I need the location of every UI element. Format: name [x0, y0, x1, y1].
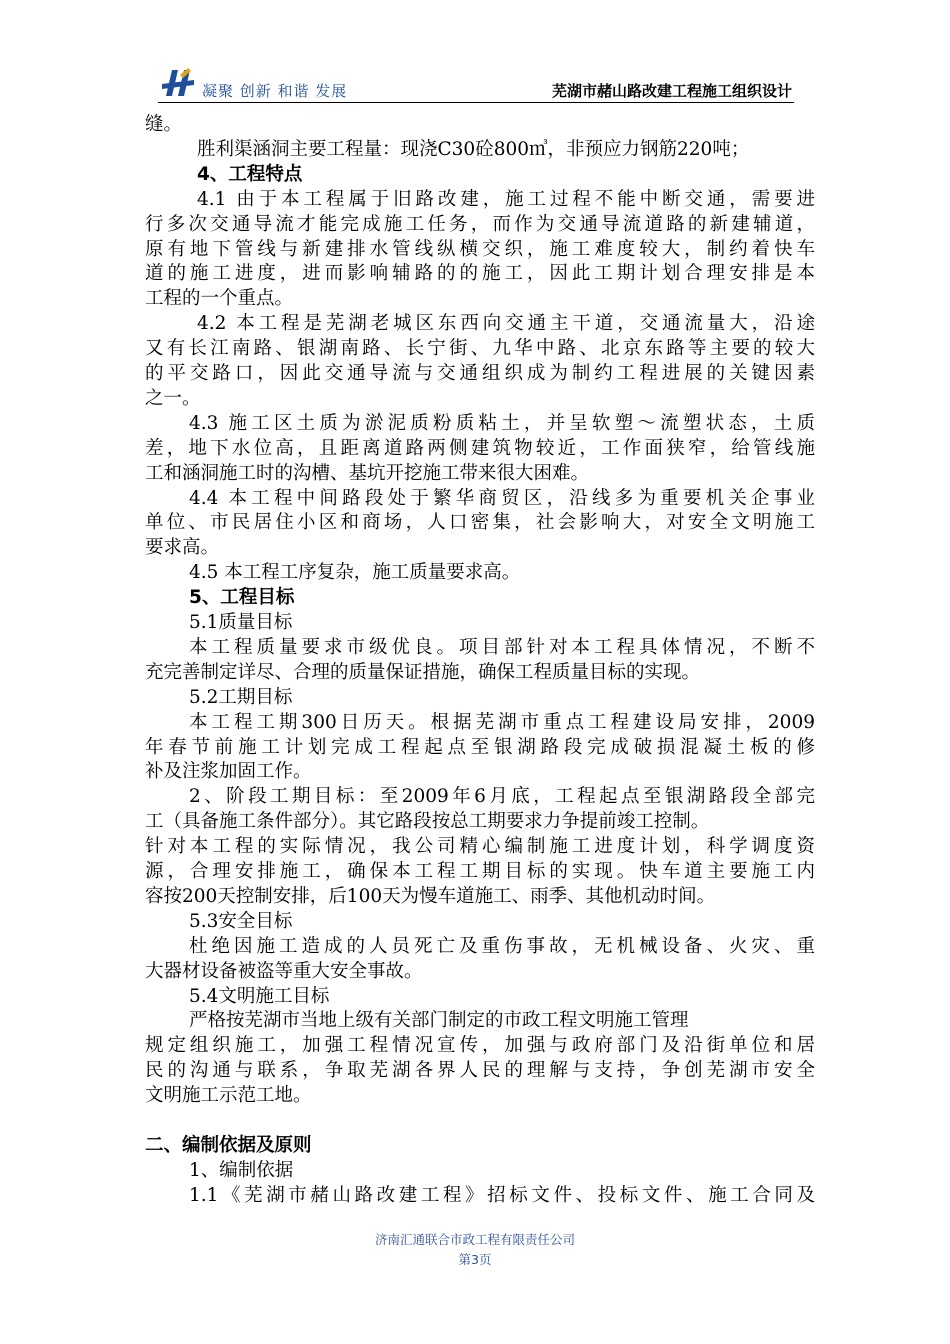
text-line: 的平交路口，因此交通导流与交通组织成为制约工程进展的关键因素 [145, 363, 815, 384]
section-heading: 二、编制依据及原则 [145, 1134, 312, 1156]
text-line: 缝。 [145, 114, 183, 135]
text-line: 4.3 施工区土质为淤泥质粉质粘土，并呈软塑～流塑状态，土质 [189, 412, 815, 434]
company-logo-icon [158, 66, 198, 98]
text-line: 4.4 本工程中间路段处于繁华商贸区，沿线多为重要机关企事业 [189, 487, 815, 509]
footer-company: 济南汇通联合市政工程有限责任公司 [374, 1232, 575, 1247]
text-line: 严格按芜湖市当地上级有关部门制定的市政工程文明施工管理 [189, 1010, 689, 1032]
text-line: 工和涵洞施工时的沟槽、基坑开挖施工带来很大困难。 [145, 462, 590, 484]
text-line: 4.5 本工程工序复杂，施工质量要求高。 [189, 562, 521, 584]
text-line: 差，地下水位高，且距离道路两侧建筑物较近，工作面狭窄，给管线施 [145, 437, 815, 459]
text-line: 4.2 本工程是芜湖老城区东西向交通主干道，交通流量大，沿途 [197, 313, 815, 335]
text-line: 充完善制定详尽、合理的质量保证措施，确保工程质量目标的实现。 [145, 661, 701, 683]
text-line: 本工程工期300日历天。根据芜湖市重点工程建设局安排，2009 [189, 711, 815, 733]
text-line: 工程的一个重点。 [145, 288, 294, 310]
text-line: 年春节前施工计划完成工程起点至银湖路段完成破损混凝土板的修 [145, 736, 815, 758]
text-line: 单位、市民居住小区和商场，人口密集，社会影响大，对安全文明施工 [145, 512, 815, 534]
text-line: 道的施工进度，进而影响辅路的的施工，因此工期计划合理安排是本 [145, 263, 815, 285]
text-line: 5.3安全目标 [189, 910, 293, 932]
text-line: 本工程质量要求市级优良。项目部针对本工程具体情况，不断不 [189, 636, 815, 658]
text-line: 工（具备施工条件部分）。其它路段按总工期要求力争提前竣工控制。 [145, 811, 710, 833]
footer-page-number: 第3页 [458, 1252, 492, 1267]
section-heading: 4、工程特点 [197, 163, 303, 185]
text-line: 胜利渠涵洞主要工程量：现浇C30砼800㎥，非预应力钢筋220吨； [197, 138, 750, 160]
section-heading: 5、工程目标 [189, 587, 295, 609]
text-line: 5.1质量目标 [189, 612, 293, 633]
page-header [158, 66, 794, 106]
text-line: 5.2工期目标 [189, 686, 293, 708]
text-line: 杜绝因施工造成的人员死亡及重伤事故，无机械设备、火灾、重 [189, 935, 815, 957]
text-line: 规定组织施工，加强工程情况宣传，加强与政府部门及沿街单位和居 [145, 1035, 815, 1057]
text-line: 又有长江南路、银湖南路、长宁街、九华中路、北京东路等主要的较大 [145, 338, 815, 360]
text-line: 补及注浆加固工作。 [145, 761, 312, 783]
text-line: 4.1 由于本工程属于旧路改建，施工过程不能中断交通，需要进 [197, 188, 815, 210]
document-title: 芜湖市赭山路改建工程施工组织设计 [551, 82, 792, 100]
text-line: 民的沟通与联系，争取芜湖各界人民的理解与支持，争创芜湖市安全 [145, 1060, 815, 1082]
header-divider [158, 102, 794, 103]
text-line: 1.1《芜湖市赭山路改建工程》招标文件、投标文件、施工合同及 [189, 1184, 815, 1206]
text-line: 文明施工示范工地。 [145, 1085, 312, 1107]
text-line: 原有地下管线与新建排水管线纵横交织，施工难度较大，制约着快车 [145, 238, 815, 260]
text-line: 2、阶段工期目标：至2009年6月底，工程起点至银湖路段全部完 [189, 786, 815, 808]
text-line: 1、编制依据 [189, 1159, 294, 1181]
text-line: 行多次交通导流才能完成施工任务，而作为交通导流道路的新建辅道， [145, 213, 815, 235]
text-line: 要求高。 [145, 537, 220, 559]
company-motto: 凝聚 创新 和谐 发展 [202, 82, 348, 100]
text-line: 之一。 [145, 387, 201, 409]
text-line: 源，合理安排施工，确保本工程工期目标的实现。快车道主要施工内 [145, 861, 815, 882]
text-line: 5.4文明施工目标 [189, 985, 330, 1007]
text-line: 容按200天控制安排，后100天为慢车道施工、雨季、其他机动时间。 [145, 885, 716, 907]
text-line: 针对本工程的实际情况，我公司精心编制施工进度计划，科学调度资 [145, 836, 815, 858]
text-line: 大器材设备被盗等重大安全事故。 [145, 960, 423, 982]
